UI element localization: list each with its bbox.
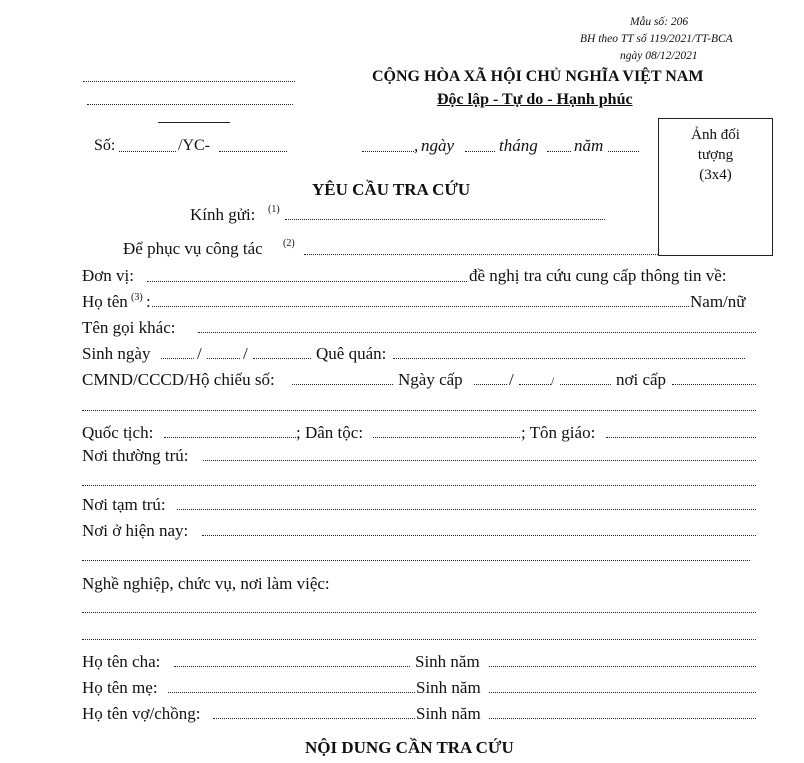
cmnd-field[interactable] [292, 384, 393, 385]
so-code-field[interactable] [219, 151, 287, 152]
phuc-vu-note: (2) [283, 238, 295, 249]
section-title-noi-dung: NỘI DUNG CẦN TRA CỨU [305, 738, 514, 757]
sinh-nam-vo-chong-label: Sinh năm [416, 704, 481, 723]
country-name: CỘNG HÒA XÃ HỘI CHỦ NGHĨA VIỆT NAM [372, 68, 704, 85]
form-number: Mẫu số: 206 [630, 16, 689, 28]
dan-toc-field[interactable] [373, 437, 520, 438]
so-label: Số: [94, 137, 116, 154]
ton-giao-field[interactable] [606, 437, 756, 438]
don-vi-label: Đơn vị: [82, 266, 134, 285]
motto: Độc lập - Tự do - Hạnh phúc [437, 91, 633, 108]
sinh-nam-me-label: Sinh năm [416, 678, 481, 697]
document-title: YÊU CẦU TRA CỨU [312, 180, 471, 199]
birth-slash-1: / [197, 344, 202, 363]
ho-ten-cha-label: Họ tên cha: [82, 652, 161, 671]
cmnd-label: CMND/CCCD/Hộ chiếu số: [82, 370, 275, 389]
issued-by: BH theo TT số 119/2021/TT-BCA [580, 33, 733, 45]
ngay-label: ngày [421, 136, 455, 155]
birth-slash-2: / [243, 344, 248, 363]
month-field[interactable] [547, 151, 571, 152]
nghe-nghiep-line-1[interactable] [82, 612, 756, 613]
ton-giao-label: ; Tôn giáo: [521, 423, 596, 442]
quoc-tich-field[interactable] [164, 437, 296, 438]
birth-day-field[interactable] [161, 358, 194, 359]
ho-ten-me-label: Họ tên mẹ: [82, 678, 158, 697]
nam-nu-label: Nam/nữ [690, 292, 746, 311]
noi-tam-tru-field[interactable] [177, 509, 756, 510]
ngay-cap-label: Ngày cấp [398, 370, 463, 389]
sinh-nam-cha-field[interactable] [489, 666, 756, 667]
noi-o-hien-nay-extra-line[interactable] [82, 560, 750, 561]
sinh-nam-cha-label: Sinh năm [415, 652, 480, 671]
don-vi-field[interactable] [147, 281, 467, 282]
issue-slash-2: / [551, 376, 555, 388]
kinh-gui-note: (1) [268, 204, 280, 215]
kinh-gui-label: Kính gửi: [190, 205, 256, 224]
so-suffix: /YC- [178, 137, 210, 154]
photo-box[interactable] [658, 118, 773, 256]
phuc-vu-label: Để phục vụ công tác [123, 239, 263, 258]
dan-toc-label: ; Dân tộc: [296, 423, 364, 442]
nghe-nghiep-label: Nghề nghiệp, chức vụ, nơi làm việc: [82, 574, 330, 593]
issued-date: ngày 08/12/2021 [620, 50, 698, 62]
que-quan-field[interactable] [393, 358, 745, 359]
noi-thuong-tru-field[interactable] [203, 460, 756, 461]
noi-cap-field[interactable] [672, 384, 756, 385]
issue-month-field[interactable] [519, 384, 551, 385]
nghe-nghiep-line-2[interactable] [82, 639, 756, 640]
ho-ten-vo-chong-label: Họ tên vợ/chồng: [82, 704, 201, 723]
ten-goi-khac-field[interactable] [198, 332, 756, 333]
birth-month-field[interactable] [207, 358, 240, 359]
photo-label-2: tượng [697, 147, 734, 163]
ho-ten-me-field[interactable] [168, 692, 415, 693]
cmnd-extra-line[interactable] [82, 410, 756, 411]
issue-slash-1: / [509, 370, 514, 389]
noi-thuong-tru-extra-line[interactable] [82, 485, 756, 486]
agency-line-2[interactable] [87, 104, 293, 105]
day-field[interactable] [465, 151, 495, 152]
so-number-field[interactable] [119, 151, 176, 152]
noi-o-hien-nay-label: Nơi ở hiện nay: [82, 521, 189, 540]
ho-ten-cha-field[interactable] [174, 666, 410, 667]
ho-ten-vo-chong-field[interactable] [213, 718, 415, 719]
agency-underline [158, 122, 230, 123]
place-field[interactable] [362, 151, 414, 152]
agency-line-1[interactable] [83, 81, 295, 82]
phuc-vu-field[interactable] [304, 254, 658, 255]
de-nghi-text: đề nghị tra cứu cung cấp thông tin về: [469, 266, 727, 285]
ho-ten-note: (3) [131, 292, 143, 303]
thang-label: tháng [499, 136, 538, 155]
issue-day-field[interactable] [474, 384, 507, 385]
sinh-nam-me-field[interactable] [489, 692, 756, 693]
noi-cap-label: nơi cấp [616, 370, 667, 389]
noi-o-hien-nay-field[interactable] [202, 535, 756, 536]
ten-goi-khac-label: Tên gọi khác: [82, 318, 176, 337]
que-quan-label: Quê quán: [316, 344, 387, 363]
photo-label-1: Ảnh đối [691, 127, 740, 143]
ho-ten-label: Họ tên [82, 292, 128, 311]
ho-ten-colon: : [146, 292, 151, 311]
sinh-ngay-label: Sinh ngày [82, 344, 151, 363]
birth-year-field[interactable] [253, 358, 311, 359]
photo-label-3: (3x4) [699, 167, 732, 183]
ho-ten-field[interactable] [152, 306, 689, 307]
issue-year-field[interactable] [560, 384, 611, 385]
kinh-gui-field[interactable] [285, 219, 605, 220]
quoc-tich-label: Quốc tịch: [82, 423, 154, 442]
sinh-nam-vo-chong-field[interactable] [489, 718, 756, 719]
noi-thuong-tru-label: Nơi thường trú: [82, 446, 189, 465]
year-field[interactable] [608, 151, 639, 152]
noi-tam-tru-label: Nơi tạm trú: [82, 495, 166, 514]
date-comma: , [414, 136, 419, 155]
nam-label: năm [574, 136, 604, 155]
